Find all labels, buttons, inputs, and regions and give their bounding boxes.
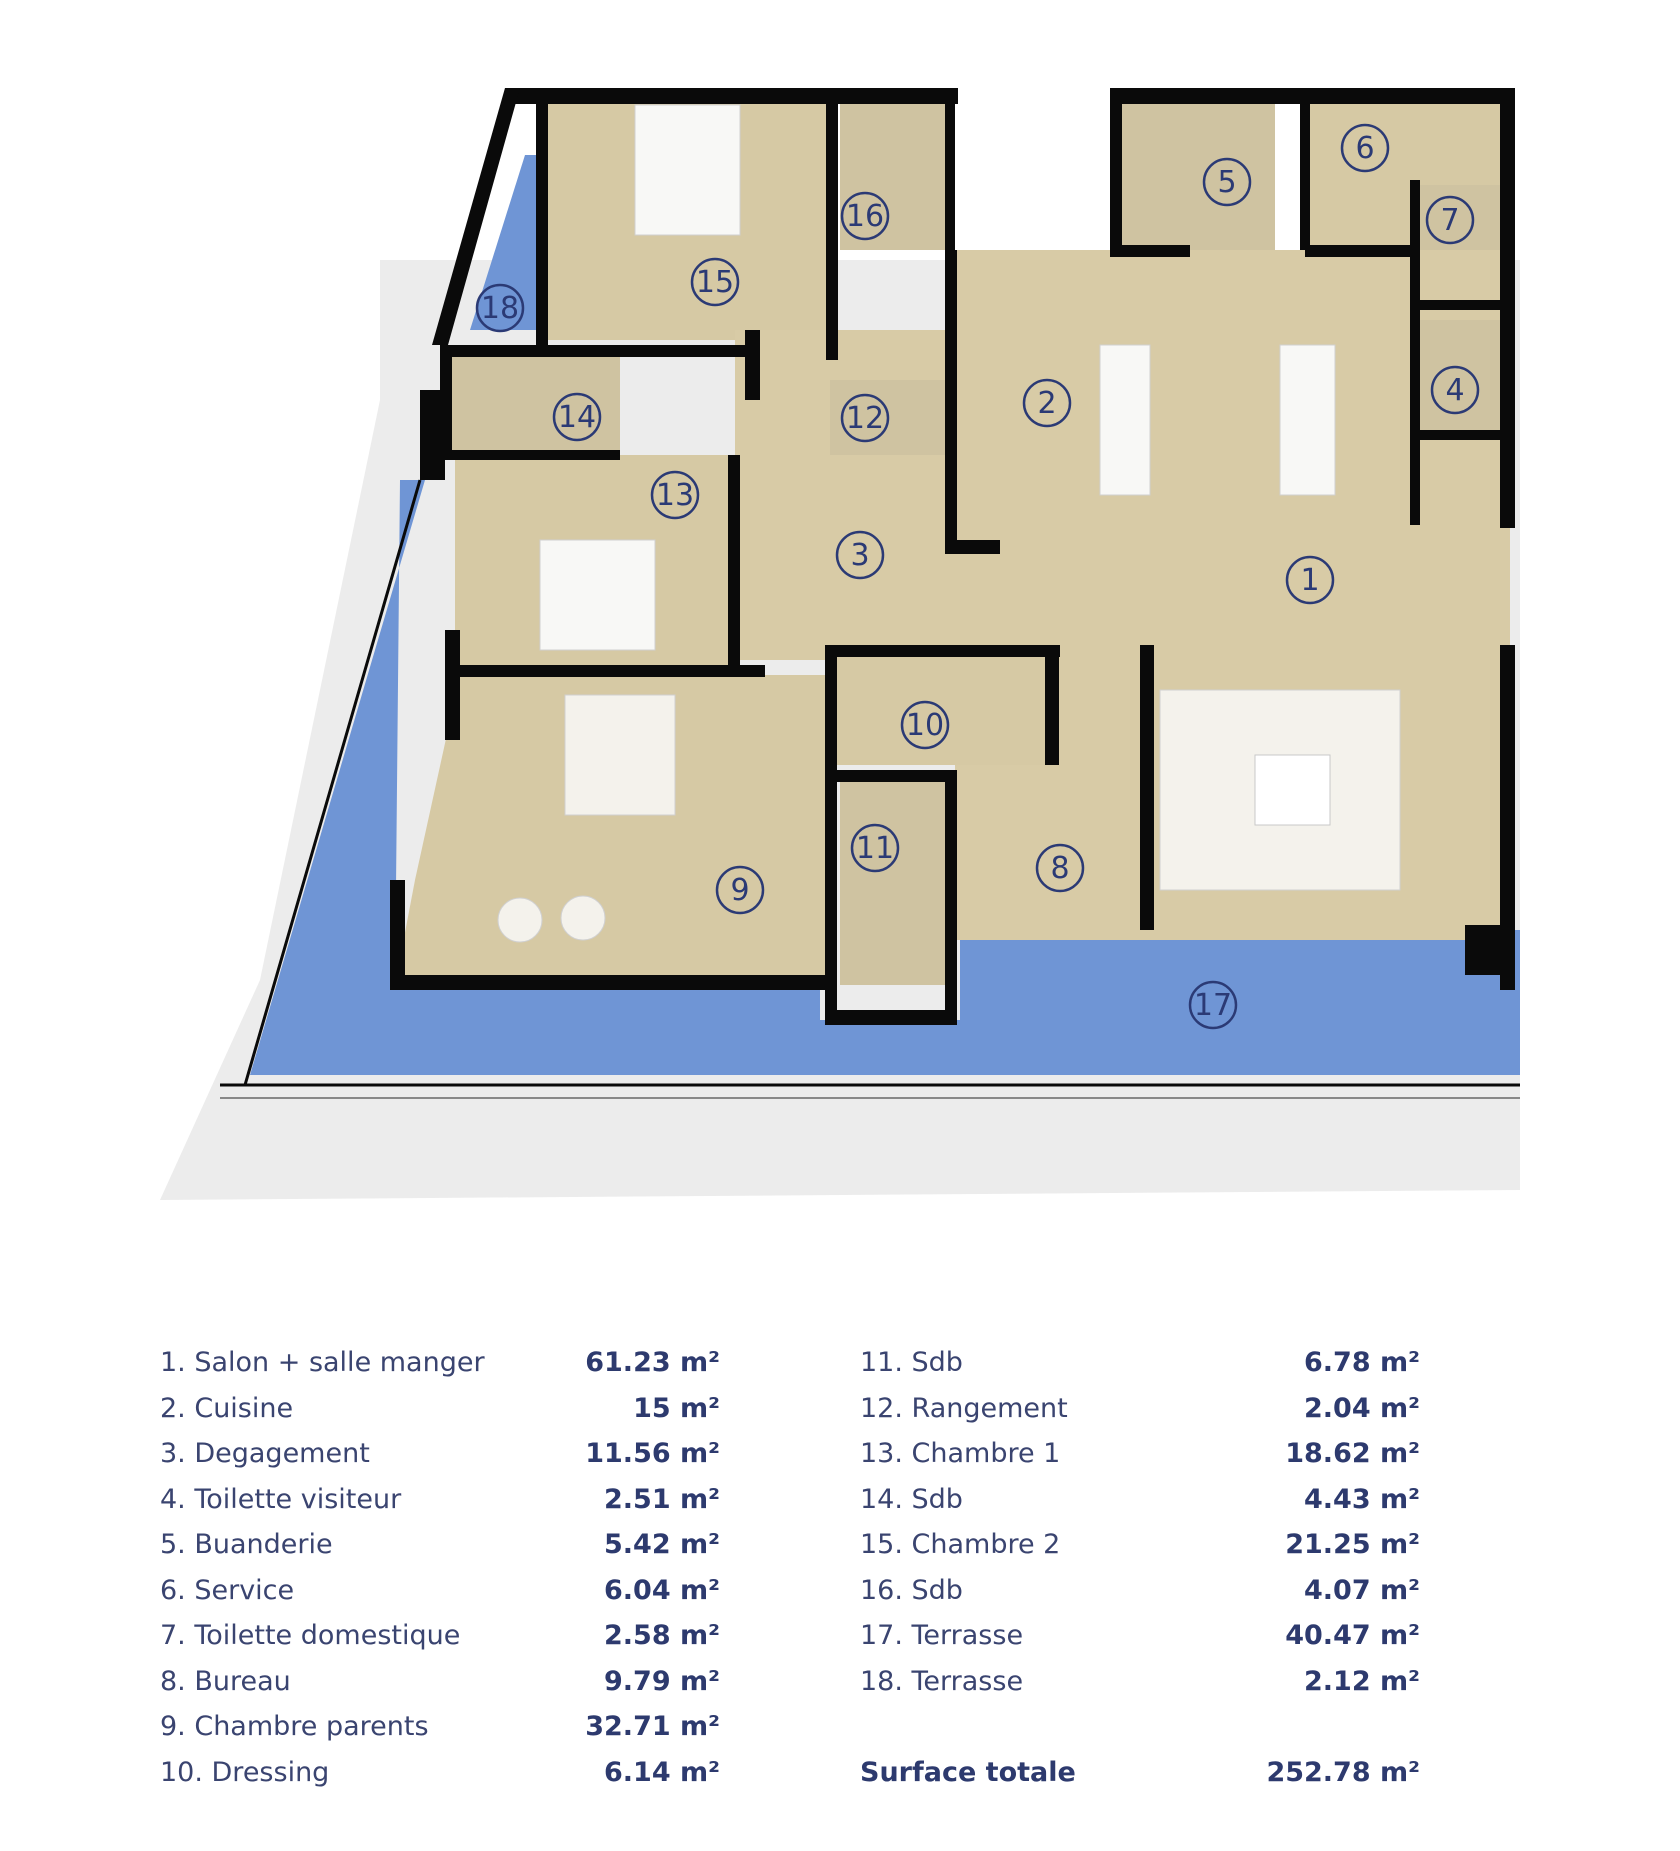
room-marker-label: 15 bbox=[695, 265, 735, 300]
legend-row bbox=[860, 1522, 1420, 1568]
legend-value: 6.14 m² bbox=[604, 1756, 720, 1788]
floor-laundry-5 bbox=[1115, 100, 1275, 250]
legend-value: 18.62 m² bbox=[1285, 1438, 1420, 1469]
room-marker-label: 17 bbox=[1193, 988, 1233, 1023]
legend-row bbox=[160, 1704, 720, 1750]
legend-value: 2.12 m² bbox=[1304, 1665, 1420, 1697]
legend-label: 2. Cuisine bbox=[160, 1392, 294, 1424]
legend-row bbox=[860, 1613, 1420, 1659]
total-label: Surface totale bbox=[860, 1756, 1076, 1788]
room-marker-label: 2 bbox=[1037, 386, 1057, 421]
bed-13 bbox=[540, 540, 655, 650]
room-marker-label: 9 bbox=[730, 873, 750, 908]
legend-row bbox=[160, 1522, 720, 1568]
room-marker-label: 14 bbox=[557, 400, 597, 435]
legend-row bbox=[860, 1477, 1420, 1523]
legend-label: 6. Service bbox=[160, 1574, 295, 1606]
room-marker-label: 11 bbox=[855, 831, 895, 866]
legend-label: 5. Buanderie bbox=[160, 1529, 333, 1560]
legend-value: 40.47 m² bbox=[1285, 1620, 1420, 1651]
legend-value: 61.23 m² bbox=[585, 1347, 720, 1378]
floor-office-8 bbox=[960, 775, 1140, 925]
legend-label: 12. Rangement bbox=[860, 1392, 1068, 1424]
legend-value: 6.04 m² bbox=[604, 1574, 720, 1606]
room-marker-label: 12 bbox=[845, 401, 885, 436]
room-marker-label: 13 bbox=[655, 478, 695, 513]
room-marker-label: 18 bbox=[480, 291, 520, 326]
legend-column-right bbox=[860, 1340, 1420, 1795]
legend-row bbox=[860, 1659, 1420, 1705]
legend-row bbox=[160, 1659, 720, 1705]
legend-label: 16. Sdb bbox=[860, 1574, 963, 1606]
legend-row bbox=[160, 1431, 720, 1477]
legend-label: 15. Chambre 2 bbox=[860, 1529, 1061, 1560]
legend-label: 7. Toilette domestique bbox=[160, 1620, 461, 1651]
legend-value: 9.79 m² bbox=[604, 1665, 720, 1697]
legend-label: 4. Toilette visiteur bbox=[160, 1483, 402, 1515]
legend-value: 2.58 m² bbox=[604, 1620, 720, 1651]
legend-row bbox=[860, 1386, 1420, 1432]
legend-value: 21.25 m² bbox=[1285, 1529, 1420, 1560]
legend-row bbox=[160, 1568, 720, 1614]
floor-bath-11 bbox=[840, 775, 950, 985]
total-value: 252.78 m² bbox=[1266, 1756, 1420, 1788]
legend-row bbox=[860, 1340, 1420, 1386]
floor-hall-3 bbox=[735, 330, 975, 660]
legend-label: 10. Dressing bbox=[160, 1756, 330, 1788]
legend-value: 32.71 m² bbox=[585, 1711, 720, 1742]
coffee-table bbox=[1255, 755, 1330, 825]
chair-9b bbox=[561, 896, 605, 940]
room-marker-label: 1 bbox=[1300, 563, 1320, 598]
legend-row bbox=[160, 1750, 720, 1796]
legend-label: 18. Terrasse bbox=[860, 1665, 1024, 1697]
legend-column-left bbox=[160, 1340, 720, 1795]
legend-row bbox=[860, 1431, 1420, 1477]
legend-value: 11.56 m² bbox=[585, 1438, 720, 1469]
room-marker-label: 8 bbox=[1050, 851, 1070, 886]
legend-label: 8. Bureau bbox=[160, 1665, 291, 1697]
legend-total-row bbox=[860, 1750, 1420, 1796]
room-marker-label: 6 bbox=[1355, 131, 1375, 166]
legend-label: 14. Sdb bbox=[860, 1483, 963, 1515]
bed-9 bbox=[565, 695, 675, 815]
legend-value: 5.42 m² bbox=[604, 1529, 720, 1560]
legend-row bbox=[160, 1613, 720, 1659]
legend-row bbox=[860, 1568, 1420, 1614]
chair-9a bbox=[498, 898, 542, 942]
legend-label: 3. Degagement bbox=[160, 1438, 370, 1469]
legend-value: 6.78 m² bbox=[1304, 1347, 1420, 1378]
legend-value: 4.43 m² bbox=[1304, 1483, 1420, 1515]
room-marker-label: 3 bbox=[850, 538, 870, 573]
legend-row bbox=[160, 1386, 720, 1432]
legend-label: 1. Salon + salle manger bbox=[160, 1347, 485, 1378]
room-marker-label: 16 bbox=[845, 199, 885, 234]
kitchen-island bbox=[1100, 345, 1150, 495]
legend-row bbox=[160, 1340, 720, 1386]
legend-label: 13. Chambre 1 bbox=[860, 1438, 1061, 1469]
legend-label: 9. Chambre parents bbox=[160, 1711, 429, 1742]
legend-label: 17. Terrasse bbox=[860, 1620, 1024, 1651]
room-marker-label: 5 bbox=[1217, 165, 1237, 200]
legend-value: 15 m² bbox=[633, 1392, 720, 1424]
legend-value: 2.51 m² bbox=[604, 1483, 720, 1515]
room-marker-label: 4 bbox=[1445, 373, 1465, 408]
dining-table bbox=[1280, 345, 1335, 495]
room-marker-label: 10 bbox=[905, 708, 945, 743]
legend-value: 2.04 m² bbox=[1304, 1392, 1420, 1424]
room-marker-label: 7 bbox=[1440, 203, 1460, 238]
legend-label: 11. Sdb bbox=[860, 1347, 963, 1378]
legend-row bbox=[160, 1477, 720, 1523]
legend-value: 4.07 m² bbox=[1304, 1574, 1420, 1606]
bed-15 bbox=[635, 105, 740, 235]
